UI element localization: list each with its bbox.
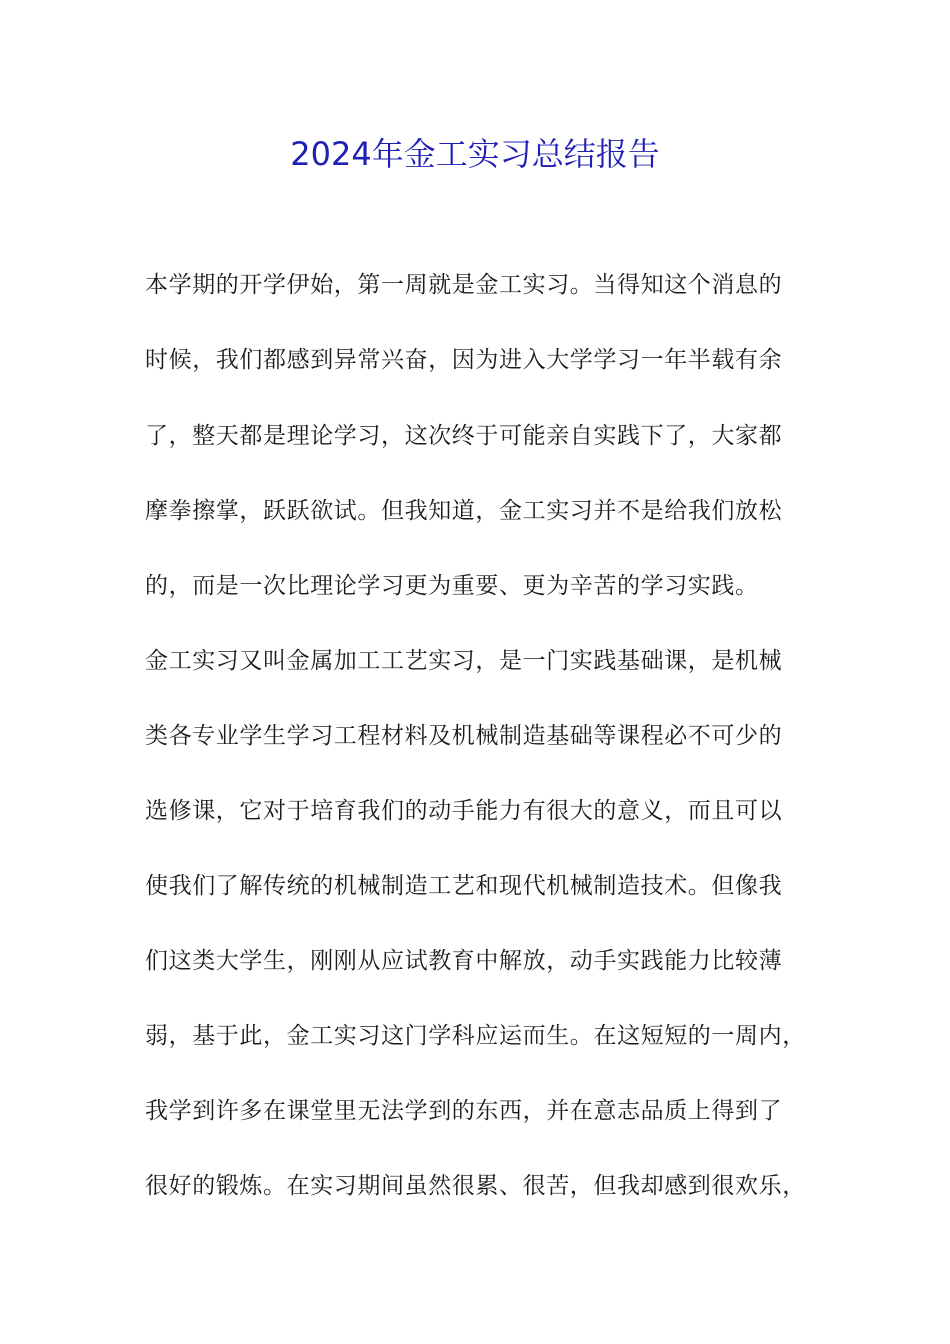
paragraph-line: 类各专业学生学习工程材料及机械制造基础等课程必不可少的 [145,723,783,749]
document-title: 2024年金工实习总结报告 [290,135,660,173]
paragraph-line: 选修课，它对于培育我们的动手能力有很大的意义，而且可以 [145,798,783,824]
paragraph-line: 我学到许多在课堂里无法学到的东西，并在意志品质上得到了 [145,1098,783,1124]
paragraph-line: 时候，我们都感到异常兴奋，因为进入大学学习一年半载有余 [145,347,783,373]
paragraph-line: 们这类大学生，刚刚从应试教育中解放，动手实践能力比较薄 [145,948,783,974]
paragraph-line: 使我们了解传统的机械制造工艺和现代机械制造技术。但像我 [145,873,783,899]
paragraph-line: 很好的锻炼。在实习期间虽然很累、很苦，但我却感到很欢乐， [145,1173,806,1199]
paragraph-line: 的，而是一次比理论学习更为重要、更为辛苦的学习实践。 [145,573,759,599]
paragraph-line: 金工实习又叫金属加工工艺实习，是一门实践基础课，是机械 [145,648,783,674]
paragraph-line: 本学期的开学伊始，第一周就是金工实习。当得知这个消息的 [145,272,783,298]
paragraph-line: 了，整天都是理论学习，这次终于可能亲自实践下了，大家都 [145,423,783,449]
paragraph-line: 摩拳擦掌，跃跃欲试。但我知道，金工实习并不是给我们放松 [145,498,783,524]
paragraph-line: 弱，基于此，金工实习这门学科应运而生。在这短短的一周内， [145,1023,806,1049]
